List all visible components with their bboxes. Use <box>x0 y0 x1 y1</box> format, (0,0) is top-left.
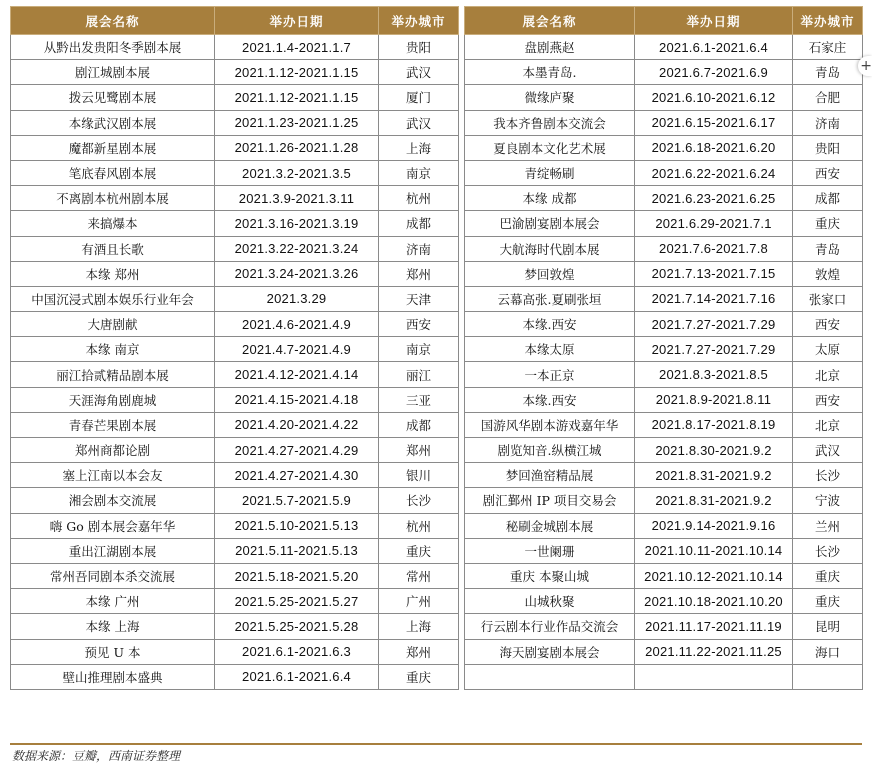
right-exhibition-name: 秘刷金城剧本展 <box>465 513 635 538</box>
left-exhibition-name: 常州吾同剧本杀交流展 <box>11 563 215 588</box>
right-exhibition-date: 2021.8.31-2021.9.2 <box>635 488 793 513</box>
right-exhibition-date: 2021.7.27-2021.7.29 <box>635 312 793 337</box>
plus-icon[interactable] <box>858 56 872 76</box>
left-exhibition-name: 预见 U 本 <box>11 639 215 664</box>
right-exhibition-city: 西安 <box>793 312 863 337</box>
table-row <box>11 211 863 236</box>
table-row <box>11 639 863 664</box>
table-row <box>11 35 863 60</box>
left-exhibition-name: 本缘 上海 <box>11 614 215 639</box>
left-exhibition-date: 2021.1.26-2021.1.28 <box>215 135 379 160</box>
left-exhibition-name: 本缘 郑州 <box>11 261 215 286</box>
right-exhibition-date: 2021.6.15-2021.6.17 <box>635 110 793 135</box>
right-exhibition-city: 北京 <box>793 412 863 437</box>
right-exhibition-date: 2021.6.1-2021.6.4 <box>635 35 793 60</box>
right-exhibition-city: 太原 <box>793 337 863 362</box>
left-exhibition-date: 2021.5.11-2021.5.13 <box>215 538 379 563</box>
left-exhibition-name: 本缘武汉剧本展 <box>11 110 215 135</box>
table-row <box>11 589 863 614</box>
left-exhibition-name: 来搞爆本 <box>11 211 215 236</box>
left-exhibition-date: 2021.3.9-2021.3.11 <box>215 186 379 211</box>
right-exhibition-city: 兰州 <box>793 513 863 538</box>
left-exhibition-city: 成都 <box>379 211 459 236</box>
right-exhibition-city: 长沙 <box>793 538 863 563</box>
right-exhibition-date: 2021.8.3-2021.8.5 <box>635 362 793 387</box>
right-exhibition-date: 2021.6.10-2021.6.12 <box>635 85 793 110</box>
left-exhibition-date: 2021.5.10-2021.5.13 <box>215 513 379 538</box>
left-exhibition-city: 济南 <box>379 236 459 261</box>
left-exhibition-date: 2021.5.18-2021.5.20 <box>215 563 379 588</box>
left-exhibition-name: 天涯海角剧鹿城 <box>11 387 215 412</box>
left-exhibition-city: 厦门 <box>379 85 459 110</box>
right-exhibition-name: 云幕高张.夏刷张垣 <box>465 286 635 311</box>
right-exhibition-date: 2021.8.9-2021.8.11 <box>635 387 793 412</box>
right-exhibition-date: 2021.10.11-2021.10.14 <box>635 538 793 563</box>
exhibition-table-container <box>10 6 862 690</box>
left-exhibition-city: 郑州 <box>379 639 459 664</box>
left-exhibition-name: 笔底春风剧本展 <box>11 160 215 185</box>
left-exhibition-date: 2021.3.29 <box>215 286 379 311</box>
left-exhibition-date: 2021.4.27-2021.4.29 <box>215 438 379 463</box>
table-row <box>11 261 863 286</box>
left-exhibition-name: 丽江拾贰精品剧本展 <box>11 362 215 387</box>
right-exhibition-name: 巴渝剧宴剧本展会 <box>465 211 635 236</box>
left-exhibition-city: 三亚 <box>379 387 459 412</box>
header-name-right: 展会名称 <box>465 7 635 35</box>
table-row <box>11 236 863 261</box>
right-exhibition-name: 夏良剧本文化艺术展 <box>465 135 635 160</box>
right-exhibition-city: 重庆 <box>793 211 863 236</box>
right-exhibition-date <box>635 664 793 689</box>
right-exhibition-name: 一本正京 <box>465 362 635 387</box>
right-exhibition-city: 武汉 <box>793 438 863 463</box>
left-exhibition-city: 贵阳 <box>379 35 459 60</box>
right-exhibition-date: 2021.9.14-2021.9.16 <box>635 513 793 538</box>
left-exhibition-date: 2021.5.25-2021.5.28 <box>215 614 379 639</box>
left-exhibition-name: 塞上江南以本会友 <box>11 463 215 488</box>
right-exhibition-name: 海天剧宴剧本展会 <box>465 639 635 664</box>
header-date-left: 举办日期 <box>215 7 379 35</box>
right-exhibition-date: 2021.6.29-2021.7.1 <box>635 211 793 236</box>
left-exhibition-name: 中国沉浸式剧本娱乐行业年会 <box>11 286 215 311</box>
right-exhibition-city: 张家口 <box>793 286 863 311</box>
source-note: 数据来源：豆瓣，西南证券整理 <box>12 749 181 763</box>
table-row <box>11 513 863 538</box>
right-exhibition-city: 敦煌 <box>793 261 863 286</box>
right-exhibition-city: 石家庄 <box>793 35 863 60</box>
right-exhibition-city: 海口 <box>793 639 863 664</box>
left-exhibition-name: 郑州商都论剧 <box>11 438 215 463</box>
right-exhibition-city: 宁波 <box>793 488 863 513</box>
left-exhibition-date: 2021.4.6-2021.4.9 <box>215 312 379 337</box>
left-exhibition-date: 2021.3.24-2021.3.26 <box>215 261 379 286</box>
right-exhibition-city: 北京 <box>793 362 863 387</box>
right-exhibition-name: 本墨青岛. <box>465 60 635 85</box>
right-exhibition-city: 合肥 <box>793 85 863 110</box>
table-row <box>11 110 863 135</box>
header-date-right: 举办日期 <box>635 7 793 35</box>
left-exhibition-name: 青春芒果剧本展 <box>11 412 215 437</box>
right-exhibition-city: 长沙 <box>793 463 863 488</box>
right-exhibition-name <box>465 664 635 689</box>
right-exhibition-name: 剧汇鄞州 IP 项目交易会 <box>465 488 635 513</box>
left-exhibition-name: 重出江湖剧本展 <box>11 538 215 563</box>
right-exhibition-date: 2021.10.18-2021.10.20 <box>635 589 793 614</box>
right-exhibition-date: 2021.6.18-2021.6.20 <box>635 135 793 160</box>
left-exhibition-city: 武汉 <box>379 110 459 135</box>
right-exhibition-date: 2021.6.22-2021.6.24 <box>635 160 793 185</box>
left-exhibition-date: 2021.3.22-2021.3.24 <box>215 236 379 261</box>
table-row <box>11 60 863 85</box>
left-exhibition-name: 魔都新星剧本展 <box>11 135 215 160</box>
right-exhibition-date: 2021.8.17-2021.8.19 <box>635 412 793 437</box>
right-exhibition-date: 2021.7.6-2021.7.8 <box>635 236 793 261</box>
left-exhibition-date: 2021.4.7-2021.4.9 <box>215 337 379 362</box>
right-exhibition-name: 本缘太原 <box>465 337 635 362</box>
right-exhibition-name: 梦回敦煌 <box>465 261 635 286</box>
right-exhibition-date: 2021.7.27-2021.7.29 <box>635 337 793 362</box>
right-exhibition-city: 贵阳 <box>793 135 863 160</box>
right-exhibition-city: 西安 <box>793 160 863 185</box>
left-exhibition-city: 南京 <box>379 160 459 185</box>
right-exhibition-name: 本缘.西安 <box>465 387 635 412</box>
left-exhibition-city: 上海 <box>379 135 459 160</box>
left-exhibition-date: 2021.4.12-2021.4.14 <box>215 362 379 387</box>
left-exhibition-city: 杭州 <box>379 513 459 538</box>
right-exhibition-city: 成都 <box>793 186 863 211</box>
table-row <box>11 85 863 110</box>
right-exhibition-name: 一世阑珊 <box>465 538 635 563</box>
table-row <box>11 563 863 588</box>
right-exhibition-city: 青岛 <box>793 236 863 261</box>
left-exhibition-name: 拨云见鹭剧本展 <box>11 85 215 110</box>
right-exhibition-date: 2021.6.23-2021.6.25 <box>635 186 793 211</box>
left-exhibition-city: 重庆 <box>379 664 459 689</box>
table-row <box>11 664 863 689</box>
left-exhibition-name: 本缘 广州 <box>11 589 215 614</box>
left-exhibition-city: 丽江 <box>379 362 459 387</box>
left-exhibition-date: 2021.6.1-2021.6.3 <box>215 639 379 664</box>
header-row <box>11 7 863 35</box>
left-exhibition-name: 壁山推理剧本盛典 <box>11 664 215 689</box>
left-exhibition-city: 武汉 <box>379 60 459 85</box>
left-exhibition-date: 2021.5.7-2021.5.9 <box>215 488 379 513</box>
left-exhibition-name: 湘会剧本交流展 <box>11 488 215 513</box>
left-exhibition-city: 郑州 <box>379 438 459 463</box>
table-body <box>11 35 863 690</box>
right-exhibition-name: 微缘庐聚 <box>465 85 635 110</box>
left-exhibition-city: 成都 <box>379 412 459 437</box>
table-row <box>11 463 863 488</box>
right-exhibition-name: 我本齐鲁剧本交流会 <box>465 110 635 135</box>
right-exhibition-date: 2021.6.7-2021.6.9 <box>635 60 793 85</box>
left-exhibition-date: 2021.3.16-2021.3.19 <box>215 211 379 236</box>
left-exhibition-name: 大唐剧献 <box>11 312 215 337</box>
table-bottom-rule <box>10 743 862 745</box>
table-row <box>11 438 863 463</box>
left-exhibition-city: 天津 <box>379 286 459 311</box>
left-exhibition-name: 有酒且长歌 <box>11 236 215 261</box>
right-exhibition-name: 重庆 本聚山城 <box>465 563 635 588</box>
right-exhibition-date: 2021.10.12-2021.10.14 <box>635 563 793 588</box>
left-exhibition-date: 2021.4.20-2021.4.22 <box>215 412 379 437</box>
left-exhibition-city: 广州 <box>379 589 459 614</box>
right-exhibition-date: 2021.8.31-2021.9.2 <box>635 463 793 488</box>
right-exhibition-city: 青岛 <box>793 60 863 85</box>
plus-glyph: + <box>860 58 872 74</box>
right-exhibition-city <box>793 664 863 689</box>
table-row <box>11 160 863 185</box>
left-exhibition-date: 2021.1.4-2021.1.7 <box>215 35 379 60</box>
left-exhibition-date: 2021.1.23-2021.1.25 <box>215 110 379 135</box>
table-row <box>11 488 863 513</box>
right-exhibition-name: 本缘.西安 <box>465 312 635 337</box>
table-row <box>11 337 863 362</box>
left-exhibition-city: 上海 <box>379 614 459 639</box>
right-exhibition-date: 2021.7.13-2021.7.15 <box>635 261 793 286</box>
table-row <box>11 387 863 412</box>
right-exhibition-name: 大航海时代剧本展 <box>465 236 635 261</box>
left-exhibition-name: 嗨 Go 剧本展会嘉年华 <box>11 513 215 538</box>
table-row <box>11 286 863 311</box>
left-exhibition-city: 常州 <box>379 563 459 588</box>
table-row <box>11 135 863 160</box>
right-exhibition-date: 2021.7.14-2021.7.16 <box>635 286 793 311</box>
left-exhibition-name: 剧江城剧本展 <box>11 60 215 85</box>
left-exhibition-city: 郑州 <box>379 261 459 286</box>
header-city-left: 举办城市 <box>379 7 459 35</box>
right-exhibition-date: 2021.11.17-2021.11.19 <box>635 614 793 639</box>
exhibition-table <box>10 6 863 690</box>
left-exhibition-city: 西安 <box>379 312 459 337</box>
table-row <box>11 312 863 337</box>
left-exhibition-date: 2021.6.1-2021.6.4 <box>215 664 379 689</box>
right-exhibition-name: 梦回渔窑精品展 <box>465 463 635 488</box>
right-exhibition-city: 重庆 <box>793 589 863 614</box>
right-exhibition-city: 西安 <box>793 387 863 412</box>
left-exhibition-date: 2021.4.15-2021.4.18 <box>215 387 379 412</box>
left-exhibition-city: 长沙 <box>379 488 459 513</box>
right-exhibition-name: 国游风华剧本游戏嘉年华 <box>465 412 635 437</box>
right-exhibition-name: 本缘 成都 <box>465 186 635 211</box>
left-exhibition-city: 重庆 <box>379 538 459 563</box>
right-exhibition-date: 2021.8.30-2021.9.2 <box>635 438 793 463</box>
table-row <box>11 412 863 437</box>
left-exhibition-city: 银川 <box>379 463 459 488</box>
table-row <box>11 614 863 639</box>
right-exhibition-city: 济南 <box>793 110 863 135</box>
right-exhibition-city: 重庆 <box>793 563 863 588</box>
left-exhibition-city: 南京 <box>379 337 459 362</box>
left-exhibition-date: 2021.1.12-2021.1.15 <box>215 85 379 110</box>
table-row <box>11 538 863 563</box>
right-exhibition-name: 青绽畅刷 <box>465 160 635 185</box>
right-exhibition-name: 剧览知音.纵横江城 <box>465 438 635 463</box>
header-city-right: 举办城市 <box>793 7 863 35</box>
left-exhibition-date: 2021.3.2-2021.3.5 <box>215 160 379 185</box>
table-row <box>11 362 863 387</box>
left-exhibition-date: 2021.4.27-2021.4.30 <box>215 463 379 488</box>
left-exhibition-date: 2021.5.25-2021.5.27 <box>215 589 379 614</box>
right-exhibition-name: 行云剧本行业作品交流会 <box>465 614 635 639</box>
table-row <box>11 186 863 211</box>
left-exhibition-name: 不离剧本杭州剧本展 <box>11 186 215 211</box>
left-exhibition-date: 2021.1.12-2021.1.15 <box>215 60 379 85</box>
header-name-left: 展会名称 <box>11 7 215 35</box>
left-exhibition-city: 杭州 <box>379 186 459 211</box>
right-exhibition-city: 昆明 <box>793 614 863 639</box>
left-exhibition-name: 本缘 南京 <box>11 337 215 362</box>
right-exhibition-name: 山城秋聚 <box>465 589 635 614</box>
left-exhibition-name: 从黔出发贵阳冬季剧本展 <box>11 35 215 60</box>
right-exhibition-name: 盘剧燕赵 <box>465 35 635 60</box>
right-exhibition-date: 2021.11.22-2021.11.25 <box>635 639 793 664</box>
